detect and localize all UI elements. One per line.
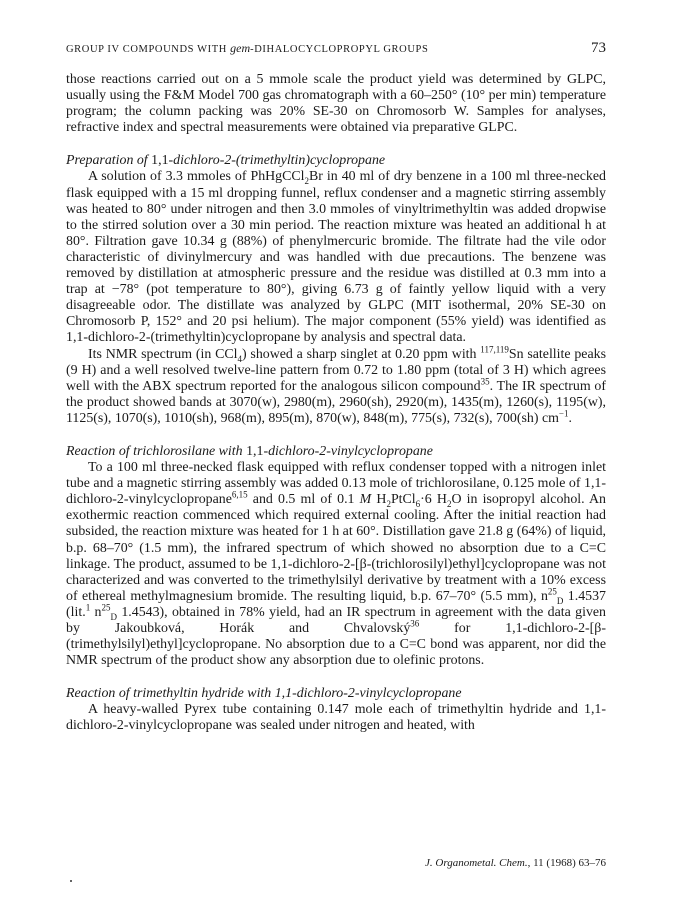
journal-citation-footer: J. Organometal. Chem., 11 (1968) 63–76: [425, 857, 606, 869]
page-header: [66, 40, 606, 62]
paragraph-nmr-ir-data: Its NMR spectrum (in CCl$_4$) showed a sharp singlet at 0.20 ppm with $^{117,119}$Sn satellite peaks (9 H) and a well resolved twelve-line pattern from 0.72 to 1.80 ppm (total of 3 H) which agrees well with the ABX spectrum reported for the analogous silicon compound$^{35}$. The IR spectrum of the product showed bands at 3070(w), 2980(m), 2960(sh), 2920(m), 1435(m), 1260(s), 1195(w), 1125(s), 1070(s), 1010(sh), 968(m), 895(m), 870(w), 848(m), 775(s), 732(s), 700(sh) $cm^{-1}$.: [66, 343, 606, 426]
article-body: [66, 72, 606, 735]
paragraph-preparation-procedure: A solution of 3.3 mmoles of PhHgCCl$_2$Br in 40 ml of dry benzene in a 100 ml three-necked flask equipped with a 15 ml dropping funnel, reflux condenser and a magnetic stirring assembly was heated to 80° under nitrogen and then 3.0 mmoles of vinyltrimethyltin was added dropwise to the stirred solution over a 30 min period. The reaction mixture was heated an additional h at 80°. Filtration gave 10.34 g (88%) of phenylmercuric bromide. The filtrate had the vile odor characteristic of divinylmercury and was handled with due precautions. The benzene was removed by distillation at atmospheric pressure and the residue was distilled at 0.3 mm into a trap at −78° (pot temperature to 80°), giving 6.73 g of faintly yellow liquid with a very disagreeable odor. The distillate was analyzed by GLPC (MIT isothermal, 20% SE-30 on Chromosorb P, 152° and 20 psi helium). The major component (55% yield) was identified as 1,1-dichloro-2-(trimethyltin)cyclopropane by analysis and spectral data.: [66, 169, 606, 346]
paragraph-trichlorosilane-procedure: To a 100 ml three-necked flask equipped with reflux condenser topped with a nitrogen inlet tube and a magnetic stirring assembly was added 0.13 mole of trichlorosilane, 0.125 mole of 1,1-dichloro-2-vinylcyclopropane$^{6,15}$ and 0.5 ml of 0.1 M $H_2PtCl_6\cdot 6$ $H_2O$ in isopropyl alcohol. An exothermic reaction commenced which required external cooling. After the initial reaction had subsided, the reaction mixture was heated for 1 h at 60°. Distillation gave 21.8 g (64%) of liquid, b.p. 68–70° (1.5 mm), the infrared spectrum of which showed no absorption due to a C=C linkage. The product, assumed to be 1,1-dichloro-2-[β-(trichlorosilyl)ethyl]cyclopropane was not characterized and was converted to the trimethylsilyl derivative by treatment with a 10% excess of ethereal methylmagnesium bromide. The resulting liquid, b.p. 67–70° (5.5 mm), $n^{25}_D$ 1.4537 (lit.$^1$ $n^{25}_D$ 1.4543), obtained in 78% yield, had an IR spectrum in agreement with the data given by Jakoubková, Horák and Chvalovský$^{36}$ for 1,1-dichloro-2-[β-(trimethylsilyl)ethyl]cyclopropane. No absorption due to a C=C bond was apparent, nor did the NMR spectrum of the product show any absorption due to olefinic protons.: [66, 460, 607, 669]
running-head: GROUP IV COMPOUNDS WITH gem-DIHALOCYCLOPROPYL GROUPS: [66, 41, 429, 55]
section-title-trichlorosilane: Reaction of trichlorosilane with 1,1-dichloro-2-vinylcyclopropane: [66, 443, 433, 459]
print-speck: [70, 880, 72, 882]
page-number: 73: [591, 40, 606, 56]
intro-paragraph: those reactions carried out on a 5 mmole scale the product yield was determined by GLPC, usually using the F&M Model 700 gas chromatograph with a 60–250° (10° per min) temperature program; the column packing was 20% SE-30 on Chromosorb W. Samples for analyses, refractive index and spectral measurements were obtained via preparative GLPC.: [66, 72, 606, 136]
section-title-trimethyltin-hydride: Reaction of trimethyltin hydride with 1,1-dichloro-2-vinylcyclopropane: [66, 686, 462, 702]
section-title-preparation: Preparation of 1,1-dichloro-2-(trimethyltin)cyclopropane: [66, 153, 386, 169]
paragraph-trimethyltin-hydride-procedure: A heavy-walled Pyrex tube containing 0.147 mole each of trimethyltin hydride and 1,1-dichloro-2-vinylcyclopropane was sealed under nitrogen and heated, with: [66, 702, 606, 734]
